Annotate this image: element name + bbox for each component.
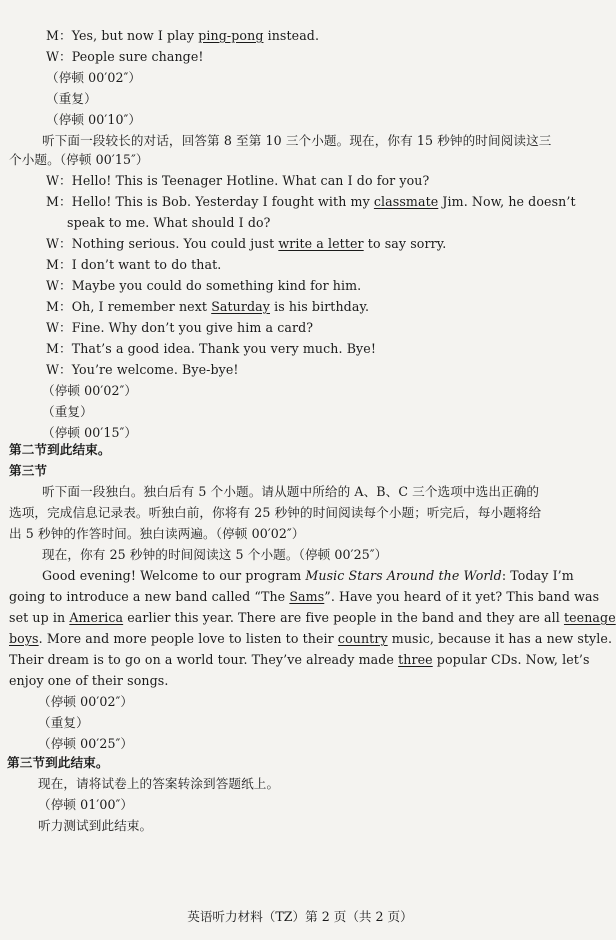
text-segment: Good evening! Welcome to our program <box>42 568 306 583</box>
text-segment: （停顿 00′02″） <box>42 383 138 398</box>
text-line <box>0 234 600 253</box>
program-title: Music Stars Around the World <box>305 568 502 583</box>
text-segment: music, because it has a new style. <box>387 631 613 646</box>
text-segment: ”. Have you heard of it yet? This band was <box>324 589 600 604</box>
underlined-answer: country <box>337 631 388 646</box>
text-line <box>0 440 600 459</box>
text-line <box>0 545 600 564</box>
text-segment: （停顿 00′25″） <box>38 736 134 751</box>
text-line <box>0 47 600 66</box>
text-line <box>0 671 600 690</box>
text-line <box>0 68 600 87</box>
text-segment: is his birthday. <box>270 299 370 314</box>
text-segment: （停顿 00′02″） <box>46 70 142 85</box>
text-segment: 听力测试到此结束。 <box>38 818 153 833</box>
text-segment: （停顿 00′10″） <box>46 112 142 127</box>
text-segment: 出 5 秒钟的作答时间。独白读两遍。（停顿 00′02″） <box>9 526 305 541</box>
underlined-answer: Saturday <box>211 299 270 314</box>
text-line <box>0 566 600 585</box>
text-line <box>0 297 600 316</box>
text-segment: M：Yes, but now I play <box>46 28 199 43</box>
text-segment: M：Oh, I remember next <box>46 299 212 314</box>
text-segment: . More and more people love to listen to their <box>38 631 338 646</box>
text-segment: W：You’re welcome. Bye-bye! <box>46 362 239 377</box>
text-line <box>0 360 600 379</box>
underlined-answer: Sams <box>289 589 325 604</box>
text-line <box>0 524 600 543</box>
page-footer: 英语听力材料（TZ）第 2 页（共 2 页） <box>187 909 413 924</box>
text-line <box>0 692 600 711</box>
text-line <box>0 816 600 835</box>
text-segment: M：I don’t want to do that. <box>46 257 222 272</box>
text-line <box>0 150 600 169</box>
text-segment: 个小题。（停顿 00′15″） <box>9 152 149 167</box>
text-segment: W：People sure change! <box>46 49 204 64</box>
text-segment: popular CDs. Now, let’s <box>432 652 590 667</box>
text-line <box>0 629 613 648</box>
underlined-answer: teenage <box>563 610 616 625</box>
text-line <box>0 255 600 274</box>
text-segment: W：Nothing serious. You could just <box>46 236 279 251</box>
text-line <box>0 795 600 814</box>
text-segment: （停顿 00′02″） <box>38 694 134 709</box>
text-segment: W：Maybe you could do something kind for him. <box>46 278 362 293</box>
text-segment: enjoy one of their songs. <box>9 673 169 688</box>
underlined-answer: classmate <box>373 194 439 209</box>
text-line <box>0 713 600 732</box>
underlined-answer: write a letter <box>278 236 364 251</box>
text-segment: （重复） <box>42 404 93 419</box>
section-heading: 第三节 <box>9 463 48 478</box>
underlined-answer: three <box>398 652 433 667</box>
text-segment: speak to me. What should I do? <box>67 215 271 230</box>
text-line <box>0 131 600 150</box>
text-line <box>0 734 600 753</box>
text-line <box>0 276 600 295</box>
text-segment: 听下面一段较长的对话，回答第 8 至第 10 三个小题。现在，你有 15 秒钟的时间阅读这三 <box>42 133 552 148</box>
text-line <box>0 650 600 669</box>
text-segment: M：That’s a good idea. Thank you very much. Bye! <box>46 341 376 356</box>
text-segment: 现在，你有 25 秒钟的时间阅读这 5 个小题。（停顿 00′25″） <box>42 547 388 562</box>
underlined-answer: ping-pong <box>198 28 264 43</box>
section-heading: 第二节到此结束。 <box>9 442 111 457</box>
text-line <box>0 26 600 45</box>
text-segment: M：Hello! This is Bob. Yesterday I fought with my <box>46 194 374 209</box>
section-heading: 第三节到此结束。 <box>7 755 109 770</box>
text-line <box>0 213 600 232</box>
text-line <box>0 89 600 108</box>
text-line <box>0 753 600 772</box>
text-segment: （停顿 00′15″） <box>42 425 138 440</box>
text-segment: : Today I’m <box>501 568 574 583</box>
text-line <box>0 171 600 190</box>
text-segment: Jim. Now, he doesn’t <box>438 194 576 209</box>
text-line <box>0 482 600 501</box>
text-line <box>0 192 600 211</box>
text-segment: 现在，请将试卷上的答案转涂到答题纸上。 <box>38 776 280 791</box>
text-line <box>0 381 600 400</box>
text-segment: W：Fine. Why don’t you give him a card? <box>46 320 314 335</box>
text-line <box>0 774 600 793</box>
text-segment: W：Hello! This is Teenager Hotline. What can I do for you? <box>46 173 430 188</box>
text-line <box>0 503 600 522</box>
text-line <box>0 339 600 358</box>
text-segment: 听下面一段独白。独白后有 5 个小题。请从题中所给的 A、B、C 三个选项中选出正确的 <box>42 484 540 499</box>
underlined-answer: America <box>69 610 124 625</box>
text-segment: earlier this year. There are five people in the band and they are all <box>123 610 564 625</box>
text-segment: instead. <box>263 28 320 43</box>
text-segment: 选项，完成信息记录表。听独白前，你将有 25 秒钟的时间阅读每个小题；听完后，每小题将给 <box>9 505 542 520</box>
text-segment: set up in <box>9 610 70 625</box>
text-segment: （重复） <box>38 715 89 730</box>
text-line <box>0 318 600 337</box>
text-segment: to say sorry. <box>363 236 447 251</box>
text-line <box>0 608 616 627</box>
text-segment: （停顿 01′00″） <box>38 797 134 812</box>
text-line <box>0 110 600 129</box>
text-line <box>0 461 600 480</box>
underlined-answer: boys <box>9 631 39 646</box>
text-line <box>0 587 600 606</box>
text-segment: Their dream is to go on a world tour. They’ve already made <box>9 652 399 667</box>
text-line <box>0 402 600 421</box>
text-segment: going to introduce a new band called “The <box>9 589 290 604</box>
text-segment: （重复） <box>46 91 97 106</box>
